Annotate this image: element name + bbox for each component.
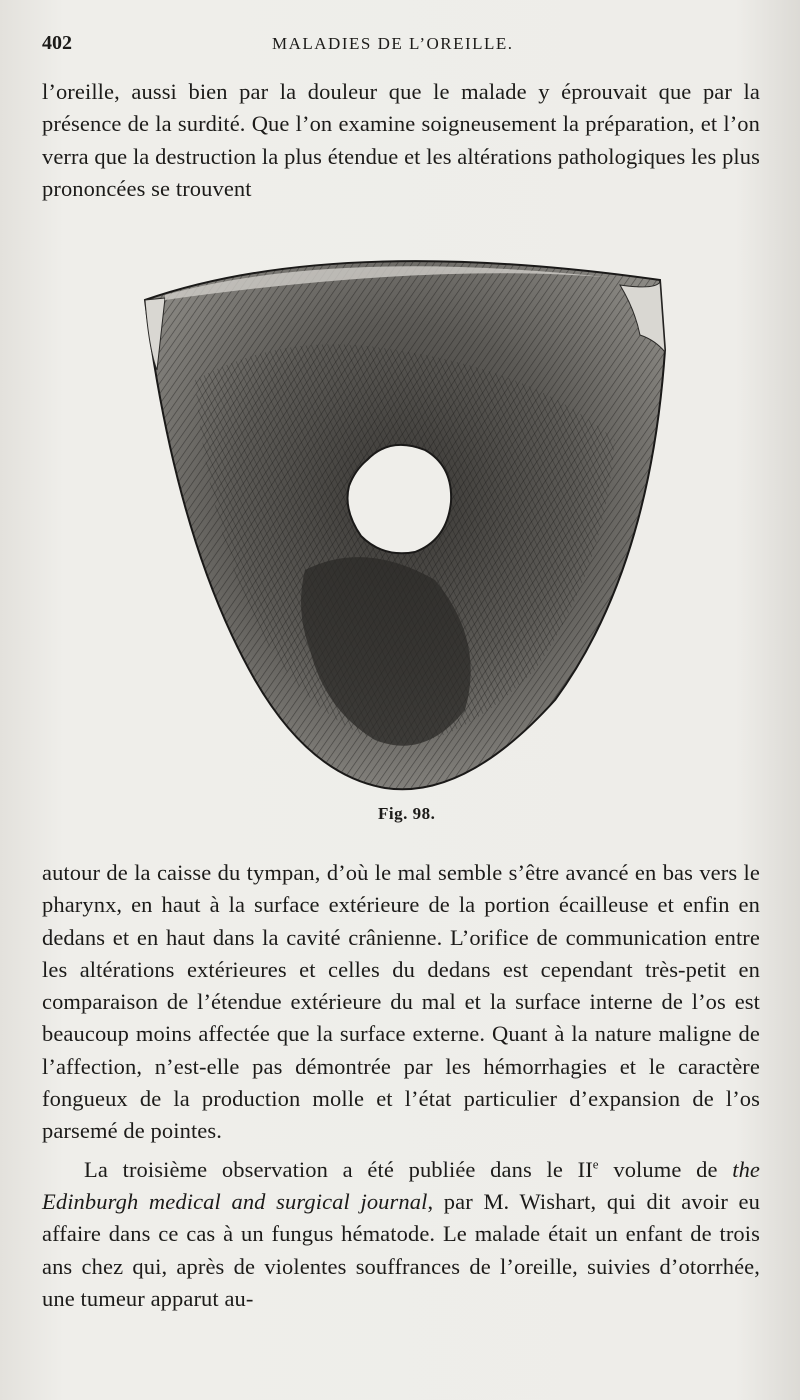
superscript-e: e (592, 1156, 599, 1172)
figure-98 (135, 240, 675, 800)
paragraph-3 (42, 1154, 760, 1315)
paragraph-2: autour de la caisse du tympan, d’où le mal semble s’être avancé en bas vers le pharynx, en haut à la surface extérieure de la portion écailleuse et enfin en dedans et en haut dans la cavité crânienne. L’orifice de communication entre les altérations extérieures et celles du dedans est cependant très-petit en comparaison de l’étendue extérieure du mal et la surface interne de l’os est beaucoup moins affectée que la surface externe. Quant à la nature maligne de l’affection, n’est-elle pas démontrée par les hémorrhagies et le caractère fongueux de la production molle et l’état particulier d’expansion de l’os parsemé de pointes. (42, 860, 760, 1144)
figure-caption: Fig. 98. (378, 804, 436, 823)
page-header (42, 32, 760, 62)
journal-title: the Edinburgh medical and surgical journal (42, 1156, 761, 1214)
paragraph-continued: l’oreille, aussi bien par la douleur que le malade y éprouvait que par la présence de la surdité. Que l’on examine soigneusement la préparation, et l’on verra que la destruction la plus étendue et les altérations pathologiques les plus prononcées se trouvent (42, 79, 760, 201)
paragraph-3-part-2: volume de (598, 1156, 733, 1182)
body-text-bottom (42, 857, 760, 1315)
body-text-top (42, 76, 760, 205)
bone-specimen-illustration (135, 240, 675, 800)
running-head: MALADIES DE L’OREILLE. (272, 34, 514, 53)
paragraph-3-part-3: , par M. Wishart, qui dit avoir eu affaire dans ce cas à un fungus hématode. Le malade était un enfant de trois ans chez qui, après de violentes souffrances de l’oreille, suivies d’otorrhée, une tumeur apparut au- (42, 1188, 760, 1311)
page-number: 402 (42, 32, 72, 54)
paragraph-3-part-1: La troisième observation a été publiée dans le II (84, 1156, 593, 1182)
